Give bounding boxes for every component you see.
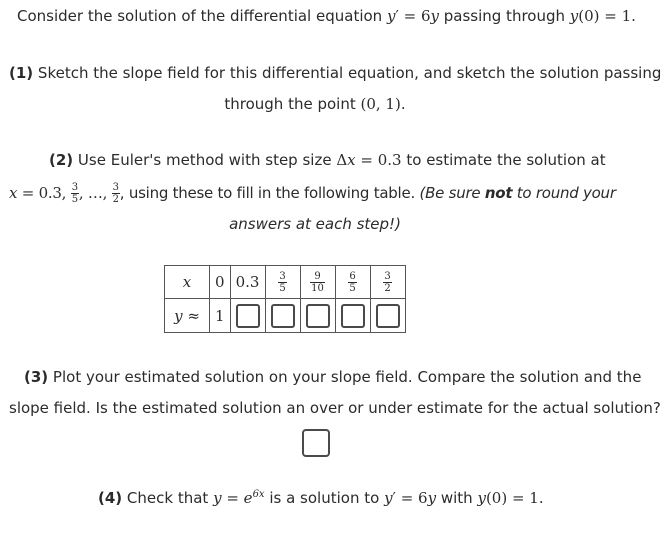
fraction-numerator: 3: [279, 270, 286, 282]
fraction-numerator: 3: [112, 182, 119, 193]
table-cell-y2: [265, 299, 300, 333]
table-cell-x1: 0.3: [230, 266, 265, 299]
fraction-numerator: 3: [384, 270, 391, 282]
answer-input-part3[interactable]: [302, 429, 330, 457]
table-cell-x2: [265, 266, 300, 299]
math-var: y: [386, 7, 396, 25]
math-var: y: [427, 489, 437, 507]
math-var: x: [9, 184, 18, 202]
math-exponent: 6x: [252, 489, 265, 500]
table-cell-y4: [335, 299, 370, 333]
intro-text: [17, 7, 636, 25]
math-var: y: [213, 489, 222, 507]
fraction-denominator: 10: [311, 282, 324, 294]
math-var: x: [347, 151, 356, 169]
part-text: Plot your estimated solution on your slope field. Compare the solution and the: [48, 368, 642, 386]
part4-line: [98, 489, 544, 507]
intro-text-part: passing through: [438, 7, 570, 25]
table-cell-y1: [230, 299, 265, 333]
table-header-y: [165, 299, 210, 333]
part1-line1: [9, 64, 661, 82]
math-point: (0, 1): [360, 95, 401, 113]
answer-input-y2[interactable]: [271, 304, 295, 328]
note-text: (Be sure: [419, 184, 485, 202]
answer-input-y3[interactable]: [306, 304, 330, 328]
part-text: is a solution to: [264, 489, 385, 507]
part-text: with: [436, 489, 478, 507]
math-eq: =: [221, 489, 244, 507]
math-var: y: [569, 7, 579, 25]
math-ellipsis: , …,: [78, 184, 112, 202]
part-text: Use Euler's method with step size: [73, 151, 337, 169]
part-text: .: [400, 95, 406, 113]
answer-input-y4[interactable]: [341, 304, 365, 328]
note-text: to round your: [512, 184, 616, 202]
part-text: , using these to fill in the following table.: [119, 184, 420, 202]
part2-line1: [49, 151, 606, 169]
part2-line3: answers at each step!): [229, 215, 401, 233]
part-number: (3): [24, 368, 49, 386]
part-number: (2): [49, 151, 74, 169]
note-emphasis: not: [484, 184, 513, 202]
fraction-denominator: 5: [279, 282, 286, 294]
math-eq: = 6: [398, 7, 431, 25]
math-prime: ′: [395, 7, 399, 25]
part-number: (4): [98, 489, 123, 507]
table-cell-y5: [370, 299, 405, 333]
math-eq: = 0.3,: [17, 184, 71, 202]
math-delta: Δ: [336, 151, 348, 169]
math-eq: = 6: [395, 489, 428, 507]
answer-input-y1[interactable]: [236, 304, 260, 328]
part-text: through the point: [224, 95, 361, 113]
fraction-numerator: 3: [71, 182, 78, 193]
math-var: y: [384, 489, 393, 507]
table-row-x: [165, 266, 406, 299]
fraction-numerator: 6: [349, 270, 356, 282]
part2-line2: [9, 182, 616, 205]
euler-table: [164, 265, 406, 333]
fraction: [112, 182, 120, 205]
math-var: y: [477, 489, 486, 507]
table-cell-x0: 0: [210, 266, 231, 299]
part3-line1: [24, 368, 641, 386]
math-var: y: [430, 7, 439, 25]
fraction-numerator: 9: [314, 270, 321, 282]
math-initial-condition: (0) = 1.: [485, 489, 544, 507]
part-text: Sketch the slope field for this differential equation, and sketch the solution passing: [33, 64, 661, 82]
math-eq: = 0.3: [355, 151, 402, 169]
math-approx: ≈: [182, 306, 200, 325]
part-text: to estimate the solution at: [401, 151, 606, 169]
table-cell-y0: 1: [210, 299, 231, 333]
part3-line2: slope field. Is the estimated solution an over or under estimate for the actual solution?: [9, 399, 661, 417]
fraction-denominator: 2: [384, 282, 391, 294]
math-initial-condition: (0) = 1.: [578, 7, 636, 25]
math-var: x: [182, 273, 192, 291]
fraction-denominator: 5: [349, 282, 356, 294]
table-cell-y3: [300, 299, 335, 333]
fraction: [71, 182, 79, 205]
answer-input-y5[interactable]: [376, 304, 400, 328]
math-var: y: [174, 306, 183, 325]
part-number: (1): [9, 64, 34, 82]
math-e: e: [243, 489, 253, 507]
fraction-denominator: 2: [112, 194, 119, 205]
part1-line2: [0, 95, 630, 113]
table-row-y: [165, 299, 406, 333]
fraction-denominator: 5: [71, 194, 78, 205]
table-cell-x4: [335, 266, 370, 299]
table-cell-x5: [370, 266, 405, 299]
part-text: Check that: [122, 489, 214, 507]
intro-text-part: Consider the solution of the differential equation: [17, 7, 387, 25]
table-header-x: [165, 266, 210, 299]
math-prime: ′: [392, 489, 396, 507]
table-cell-x3: [300, 266, 335, 299]
